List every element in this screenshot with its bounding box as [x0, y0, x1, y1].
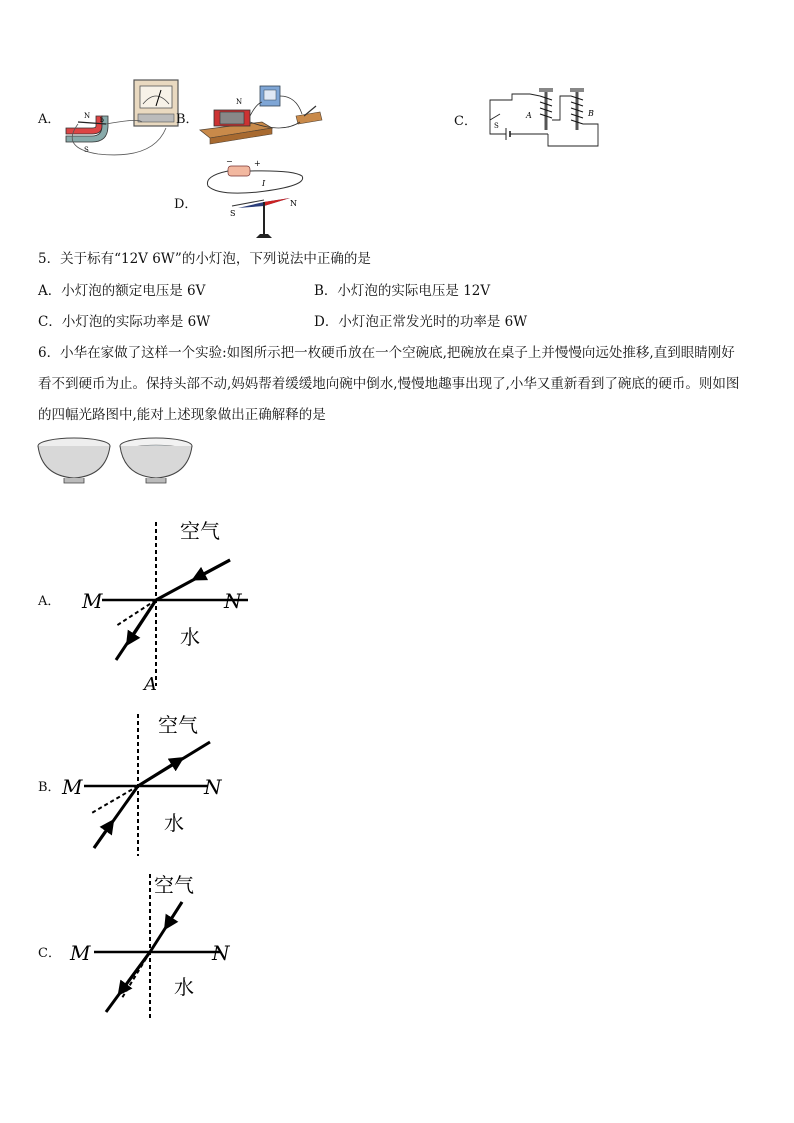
q4-d-s-label: S [230, 209, 236, 218]
q6-diagram-c-label: C． [38, 946, 61, 961]
q5-stem: 5．关于标有“12V 6W”的小灯泡，下列说法中正确的是 [38, 251, 371, 267]
diagram-a-m-label: M [82, 589, 103, 613]
q4-c-s-label: S [494, 122, 499, 130]
diagram-b-n-label: N [204, 775, 222, 799]
q4-d-i-label: I [262, 179, 266, 188]
q6-stem-line-2: 看不到硬币为止。保持头部不动,妈妈帮着缓缓地向碗中倒水,慢慢地趣事出现了,小华又重新看到了碗底的硬币。则如图 [38, 376, 740, 392]
q4-c-b-label: B [588, 109, 594, 118]
q6-bowls-figure [36, 436, 198, 488]
q4-a-s-label: S [84, 146, 89, 154]
q6-stem-line-1: 6．小华在家做了这样一个实验:如图所示把一枚硬币放在一个空碗底,把碗放在桌子上并慢慢向远处推移,直到眼睛刚好 [38, 345, 735, 361]
diagram-c-m-label: M [70, 941, 91, 965]
empty-bowl [38, 438, 110, 483]
q5-option-b: B．小灯泡的实际电压是 12V [314, 283, 491, 299]
q6-diagram-a [72, 514, 254, 690]
q4-a-b-label: b [100, 117, 104, 124]
q4-option-c-label: C． [454, 114, 477, 129]
q4-figure-b-apparatus [192, 82, 328, 154]
q6-diagram-b [60, 710, 230, 860]
q4-figure-a-galvanometer [58, 78, 182, 158]
water-bowl [120, 438, 192, 483]
q5-option-c: C．小灯泡的实际功率是 6W [38, 314, 211, 330]
q6-stem-line-3: 的四幅光路图中,能对上述现象做出正确解释的是 [38, 407, 326, 423]
q4-figure-d-oersted [198, 156, 318, 242]
diagram-c-water-label: 水 [174, 975, 194, 999]
diagram-b-m-label: M [62, 775, 83, 799]
q6-diagram-c [68, 870, 238, 1022]
q4-d-n-label: N [290, 199, 297, 208]
q4-d-minus-label: − [226, 157, 233, 166]
diagram-b-water-label: 水 [164, 811, 184, 835]
q4-option-b-label: B． [176, 112, 199, 127]
q5-option-d: D．小灯泡正常发光时的功率是 6W [314, 314, 528, 330]
diagram-a-air-label: 空气 [180, 519, 220, 543]
q4-c-a-label: A [526, 111, 532, 120]
q4-option-d-label: D． [174, 197, 198, 212]
q4-figure-c-circuit [482, 80, 606, 150]
q6-diagram-a-label: A． [38, 594, 61, 609]
diagram-c-n-label: N [212, 941, 230, 965]
diagram-a-a-label: A [144, 674, 157, 690]
q4-b-n-label: N [236, 98, 243, 106]
diagram-c-air-label: 空气 [154, 873, 194, 897]
diagram-a-water-label: 水 [180, 625, 200, 649]
q6-diagram-b-label: B． [38, 780, 61, 795]
q5-option-a: A．小灯泡的额定电压是 6V [38, 283, 206, 299]
q4-option-a-label: A． [38, 112, 61, 127]
diagram-b-air-label: 空气 [158, 713, 198, 737]
q4-a-n-label: N [84, 112, 91, 120]
diagram-a-n-label: N [224, 589, 242, 613]
q4-d-plus-label: + [254, 159, 261, 168]
